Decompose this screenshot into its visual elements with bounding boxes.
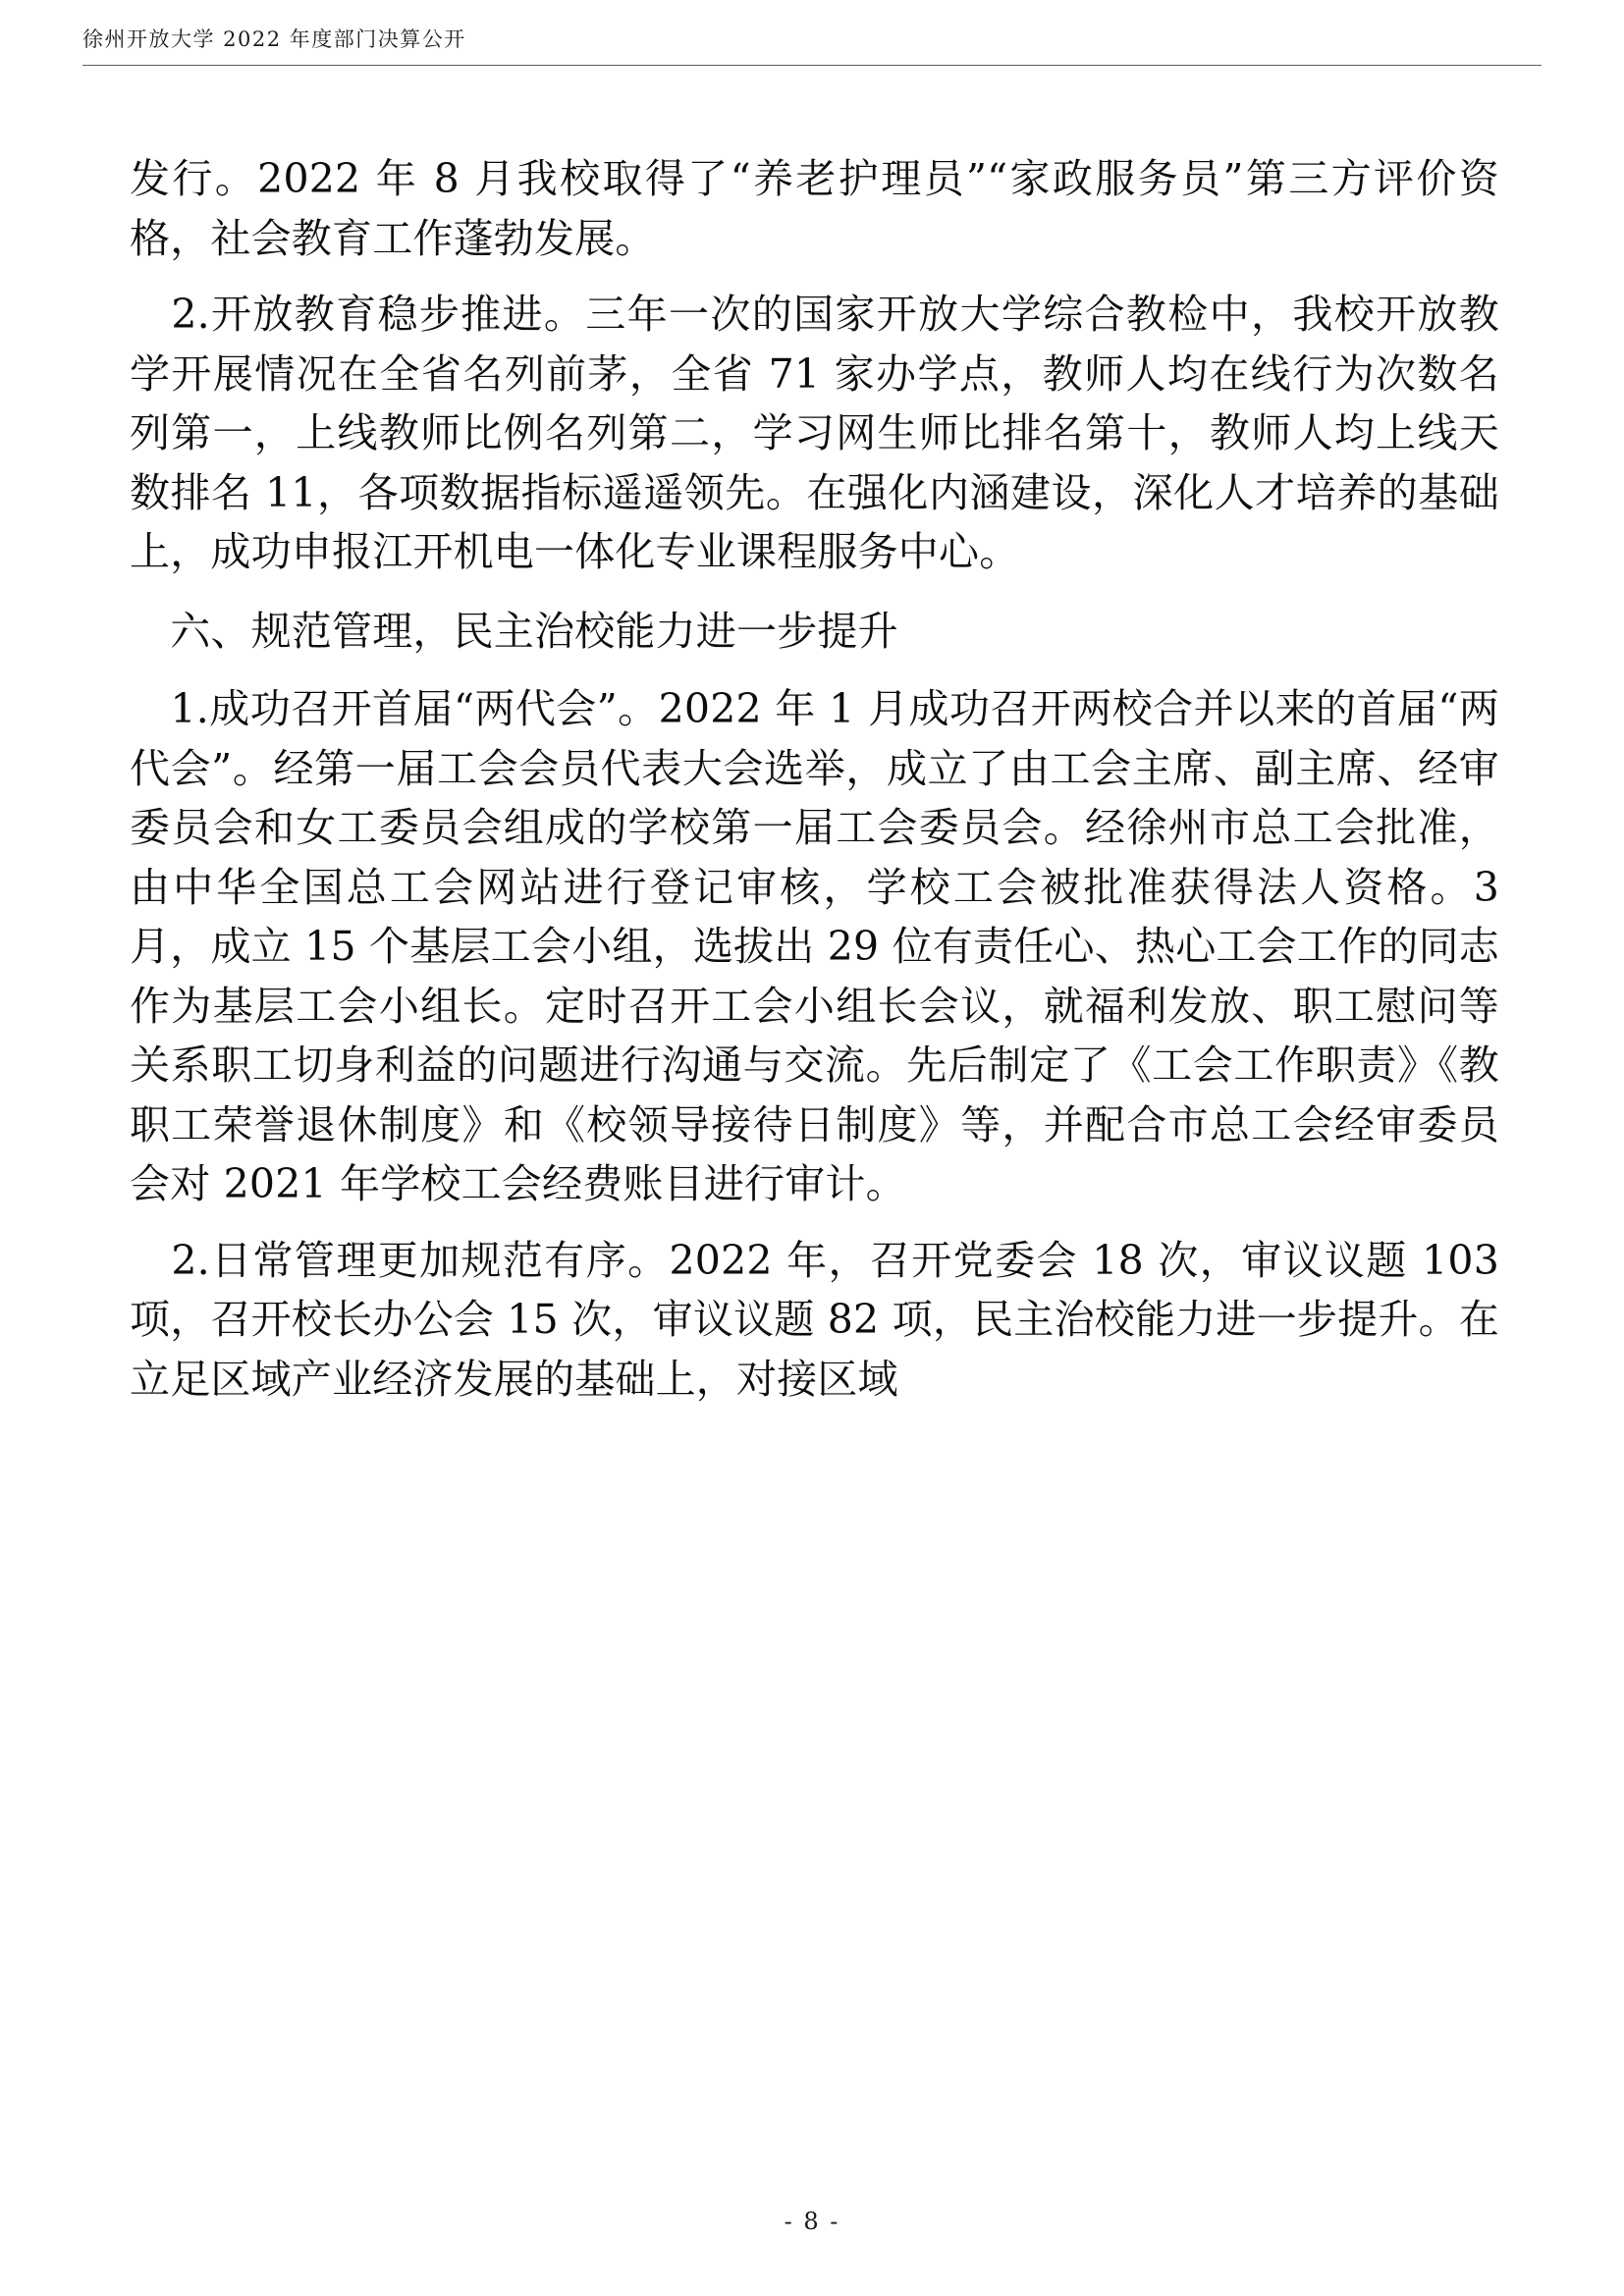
paragraph-open-education: 2.开放教育稳步推进。三年一次的国家开放大学综合教检中，我校开放教学开展情况在全省名列前茅，全省 71 家办学点，教师人均在线行为次数名列第一，上线教师比例名列第二，学习网生师比排名第十，教师人均上线天数排名 11，各项数据指标遥遥领先。在强化内涵建设，深化人才培养的基础上，成功申报江开机电一体化专业课程服务中心。 (130, 291, 1499, 575)
page-number: - 8 - (784, 2208, 840, 2235)
heading-section-six: 六、规范管理，民主治校能力进一步提升 (130, 607, 898, 655)
paragraph-daily-management: 2.日常管理更加规范有序。2022 年，召开党委会 18 次，审议议题 103 项，召开校长办公会 15 次，审议议题 82 项，民主治校能力进一步提升。在立足区域产业经济发展的基础上，对接区域 (130, 1236, 1513, 1403)
paragraph-social-education: 发行。2022 年 8 月我校取得了“养老护理员”“家政服务员”第三方评价资格，社会教育工作蓬勃发展。 (130, 155, 1499, 262)
running-header-title: 徐州开放大学 2022 年度部门决算公开 (82, 27, 466, 51)
header-divider-rule (82, 65, 1542, 66)
page-footer (0, 2208, 1624, 2235)
document-body (130, 149, 1513, 1424)
paragraph-first-congress: 1.成功召开首届“两代会”。2022 年 1 月成功召开两校合并以来的首届“两代会”。经第一届工会会员代表大会选举，成立了由工会主席、副主席、经审委员会和女工委员会组成的学校第一届工会委员会。经徐州市总工会批准，由中华全国总工会网站进行登记审核，学校工会被批准获得法人资格。3 月，成立 15 个基层工会小组，选拔出 29 位有责任心、热心工会工作的同志作为基层工会小组长。定时召开工会小组长会议，就福利发放、职工慰问等关系职工切身利益的问题进行沟通与交流。先后制定了《工会工作职责》《教职工荣誉退休制度》和《校领导接待日制度》等，并配合市总工会经审委员会对 2021 年学校工会经费账目进行审计。 (130, 685, 1513, 1207)
